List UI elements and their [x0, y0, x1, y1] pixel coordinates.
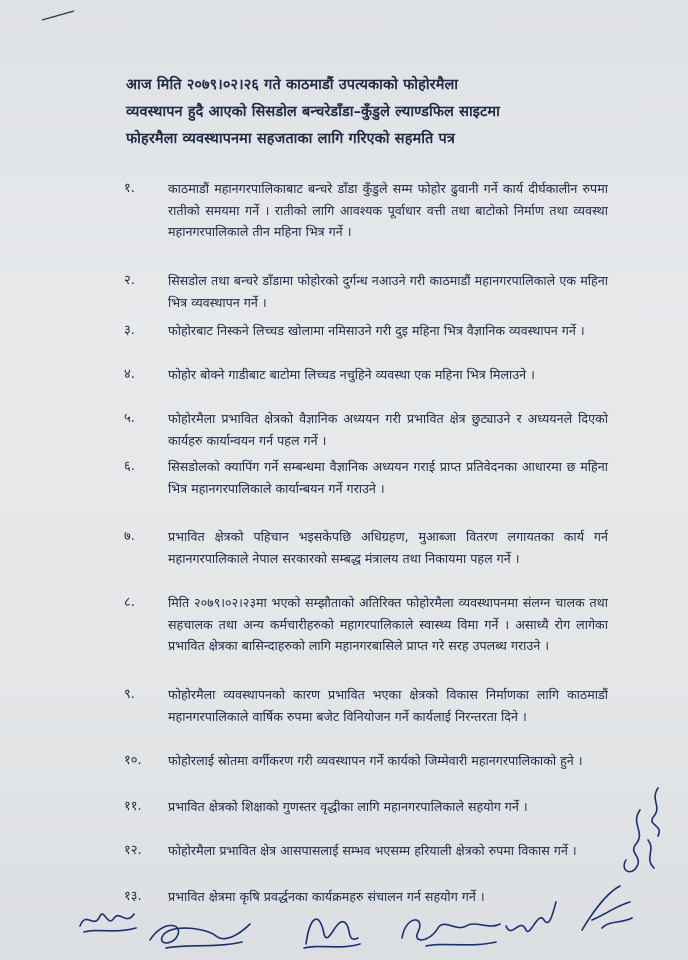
- item-number: ३.: [124, 323, 135, 338]
- title-line-1: आज मिति २०७९।०२।२६ गते काठमाडौं उपत्यकाको फोहोरमैला: [126, 77, 459, 93]
- item-number: १२.: [124, 843, 142, 858]
- signature-bottom-left: [74, 900, 144, 940]
- title-line-3: फोहरमैला व्यवस्थापनमा सहजताका लागि गरिएको सहमति पत्र: [126, 131, 455, 147]
- title-line-2: व्यवस्थापन हुदै आएको सिसडोल बन्चरेडाँडा–कुँडुले ल्याण्डफिल साइटमा: [126, 104, 500, 120]
- item-text: मिति २०७९।०२।२३मा भएको सम्झौताको अतिरिक्त फोहोरमैला व्यवस्थापनमा संलग्न चालक तथा सहचालक तथा अन्य कर्मचारीहरुको महागरपालिकाले स्वास्थ्य विमा गर्ने । असाध्यै रोग लागेका प्रभावित क्षेत्रका बासिन्दाहरुको लागि महानगरबासिले प्राप्त गरे सरह उपलब्ध गराउने ।: [168, 595, 608, 653]
- item-text: फोहोरमैला प्रभावित क्षेत्र आसपासलाई सम्भव भएसम्म हरियाली क्षेत्रको रुपमा विकास गर्ने ।: [168, 843, 577, 858]
- item-number: १३.: [124, 889, 142, 904]
- item-text: फोहोरमैला व्यवस्थापनको कारण प्रभावित भएका क्षेत्रको विकास निर्माणका लागि काठमाडौं महानगरपालिकाले वार्षिक रुपमा बजेट विनियोजन गर्ने कार्यलाई निरन्तरता दिने ।: [168, 687, 608, 724]
- agreement-title: [126, 72, 606, 153]
- item-number: ४.: [124, 367, 135, 382]
- item-text: फोहोरलाई स्रोतमा वर्गीकरण गरी व्यवस्थापन गर्ने कार्यको जिम्मेवारी महानगरपालिकाको हुने ।: [168, 753, 583, 768]
- item-text: फोहोरबाट निस्कने लिच्चड खोलामा नमिसाउने गरी दुइ महिना भित्र वैज्ञानिक व्यवस्थापन गर्ने ।: [168, 323, 585, 338]
- signature-bottom-2: [146, 910, 256, 954]
- signature-right-margin: [600, 780, 680, 890]
- item-number: १.: [124, 181, 135, 196]
- item-text: फोहोर बोक्ने गाडीबाट बाटोमा लिच्चड नचुहिने व्यवस्था एक महिना भित्र मिलाउने ।: [168, 367, 535, 382]
- item-number: ११.: [124, 799, 142, 814]
- item-text: प्रभावित क्षेत्रको पहिचान भइसकेपछि अधिग्रहण, मुआब्जा वितरण लगायतका कार्य गर्न महानगरपालिकाले नेपाल सरकारको सम्बद्ध मंत्रालय तथा निकायमा पहल गर्ने ।: [168, 529, 608, 566]
- item-number: ५.: [124, 411, 135, 426]
- signature-bottom-3: [296, 904, 366, 954]
- item-text: सिसडोलको क्यापिंग गर्ने सम्बन्धमा वैज्ञानिक अध्ययन गराई प्राप्त प्रतिवेदनका आधारमा छ महिना भित्र महानगरपालिकाले कार्यान्बयन गर्ने गराउने ।: [168, 459, 608, 496]
- item-number: ८.: [124, 595, 135, 610]
- item-text: फोहोरमैला प्रभावित क्षेत्रको वैज्ञानिक अध्ययन गरी प्रभावित क्षेत्र छुट्याउने र अध्ययनले दिएको कार्यहरु कार्यान्वयन गर्न पहल गर्ने ।: [168, 411, 608, 448]
- item-text: सिसडोल तथा बन्चरे डाँडामा फोहोरको दुर्गन्ध नआउने गरी काठमाडौं महानगरपालिकाले एक महिना भित्र व्यवस्थापन गर्ने ।: [168, 273, 608, 310]
- item-text: प्रभावित क्षेत्रमा कृषि प्रवर्द्धनका कार्यक्रमहरु संचालन गर्न सहयोग गर्ने ।: [168, 889, 485, 904]
- item-text: काठमाडौं महानगरपालिकाबाट बन्चरे डाँडा कुँडुले सम्म फोहोर ढुवानी गर्ने कार्य दीर्घकालीन रुपमा रातीको समयमा गर्ने । रातीको लागि आवश्यक पूर्वाधार वत्ती तथा बाटोको निर्माण तथा व्यवस्था महानगरपालिकाले तीन महिना भित्र गर्ने ।: [168, 181, 608, 239]
- item-number: ६.: [124, 459, 135, 474]
- corner-pen-mark: [40, 8, 76, 22]
- signature-bottom-4: [396, 902, 506, 954]
- signature-bottom-right: [572, 880, 642, 940]
- signature-bottom-5: [500, 896, 560, 946]
- item-text: प्रभावित क्षेत्रको शिक्षाको गुणस्तर वृद्धीका लागि महानगरपालिकाले सहयोग गर्ने ।: [168, 799, 528, 814]
- item-number: ९.: [124, 687, 135, 702]
- item-number: २.: [124, 273, 135, 288]
- item-number: ७.: [124, 529, 135, 544]
- item-number: १०.: [124, 753, 142, 768]
